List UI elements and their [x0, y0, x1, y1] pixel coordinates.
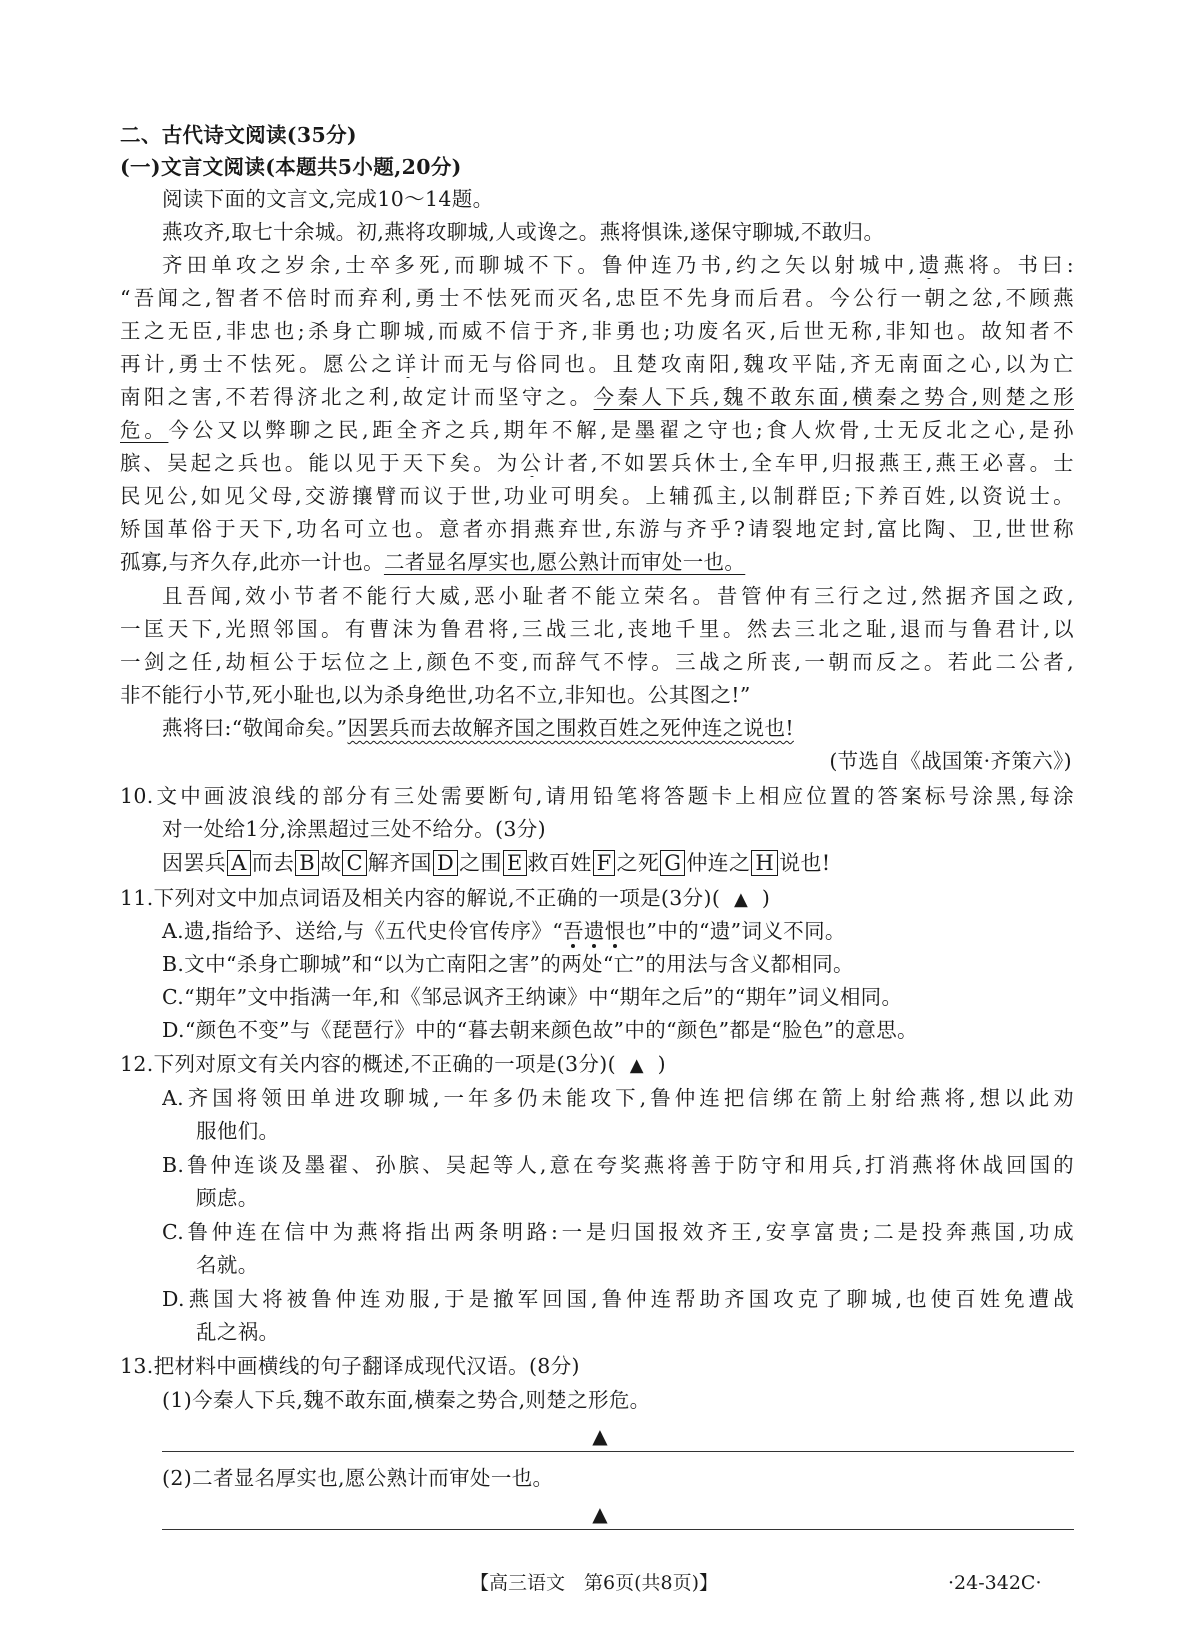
answer-box-g[interactable]: G	[660, 850, 685, 876]
page-footer: 【高三语文 第6页(共8页)】	[470, 1572, 719, 1594]
passage-line: 一剑之任,劫桓公于坛位之上,颜色不变,而辞气不悖。三战之所丧,一朝而反之。若此二公者,	[120, 650, 1074, 674]
dotted-word: 吾	[563, 919, 584, 943]
dotted-word: 恨	[604, 919, 626, 943]
answer-line[interactable]	[162, 1451, 1074, 1452]
q11-option-d[interactable]: D.“颜色不变”与《琵琶行》中的“暮去朝来颜色故”中的“颜色”都是“脸色”的意思。	[162, 1018, 918, 1042]
q13-stem: 13.把材料中画横线的句子翻译成现代汉语。(8分)	[120, 1354, 580, 1378]
q12-option-c[interactable]: C.鲁仲连在信中为燕将指出两条明路:一是归国报效齐王,安享富贵;二是投奔燕国,功成	[162, 1220, 1074, 1244]
q12-option-d[interactable]: D.燕国大将被鲁仲连劝服,于是撤军回国,鲁仲连帮助齐国攻克了聊城,也使百姓免遭战	[162, 1287, 1074, 1311]
passage-p1: 燕攻齐,取七十余城。初,燕将攻聊城,人或谗之。燕将惧诛,遂保守聊城,不敢归。	[162, 220, 885, 244]
answer-box-h[interactable]: H	[751, 850, 778, 876]
passage-line: 民见公,如见父母,交游攘臂而议于世,功业可明矣。上辅孤主,以制群臣;下养百姓,以资说士。	[120, 484, 1074, 508]
passage-line: 孤寡,与齐久存,此亦一计也。二者显名厚实也,愿公熟计而审处一也。	[120, 550, 746, 574]
q12-option-b[interactable]: B.鲁仲连谈及墨翟、孙膑、吴起等人,意在夸奖燕将善于防守和用兵,打消燕将休战回国的	[162, 1153, 1074, 1177]
passage-line: 燕将曰:“敬闻命矣。”因罢兵而去故解齐国之围救百姓之死仲连之说也!	[162, 716, 794, 740]
triangle-marker-icon: ▲	[733, 889, 749, 910]
answer-box-a[interactable]: A	[227, 850, 251, 876]
passage-line: 王之无臣,非忠也;杀身亡聊城,而威不信于齐,非勇也;功废名灭,后世无称,非知也。故知者不	[120, 319, 1074, 343]
wavy-line-text: 因罢兵而去故解齐国之围救百姓之死仲连之说也!	[347, 716, 794, 740]
q11-option-b[interactable]: B.文中“杀身亡聊城”和“以为亡南阳之害”的两处“亡”的用法与含义都相同。	[162, 952, 854, 976]
passage-line: 非不能行小节,死小耻也,以为杀身绝世,功名不立,非知也。公其图之!”	[120, 683, 751, 707]
answer-line[interactable]	[162, 1529, 1074, 1530]
q13-sentence-1: (1)今秦人下兵,魏不敢东面,横秦之势合,则楚之形危。	[162, 1388, 651, 1412]
q12-option-a[interactable]: A.齐国将领田单进攻聊城,一年多仍未能攻下,鲁仲连把信绑在箭上射给燕将,想以此劝	[162, 1086, 1074, 1110]
passage-line: 再计,勇士不怯死。愿公之详计而无与俗同也。且楚攻南阳,魏攻平陆,齐无南面之心,以为亡	[120, 352, 1074, 376]
source-citation: (节选自《战国策·齐策六》)	[829, 749, 1072, 773]
underlined-sentence-1: 今秦人下兵,魏不敢东面,横秦之势合,则楚之形	[593, 385, 1074, 409]
paper-code: ·24-342C·	[948, 1572, 1042, 1594]
q11-option-c[interactable]: C.“期年”文中指满一年,和《邹忌讽齐王纳谏》中“期年之后”的“期年”词义相同。	[162, 985, 903, 1009]
passage-line: 矫国革俗于天下,功名可立也。意者亦捐燕弃世,东游与齐乎?请裂地定封,富比陶、卫,世世称	[120, 517, 1074, 541]
q12-stem: 12.下列对原文有关内容的概述,不正确的一项是(3分)( ▲ )	[120, 1050, 666, 1080]
answer-marker-icon: ▲	[592, 1502, 608, 1526]
passage-line: 齐田单攻之岁余,士卒多死,而聊城不下。鲁仲连乃书,约之矢以射城中,遗燕将。书曰:	[162, 253, 1074, 277]
answer-box-e[interactable]: E	[503, 850, 527, 876]
q11-option-a[interactable]: A.遗,指给予、送给,与《五代史伶官传序》“吾遗恨也”中的“遗”词义不同。	[162, 919, 846, 943]
passage-line: 南阳之害,不若得济北之利,故定计而坚守之。今秦人下兵,魏不敢东面,横秦之势合,则楚之形	[120, 385, 1074, 409]
dotted-word: 遗	[915, 253, 944, 277]
passage-line: “吾闻之,智者不倍时而弃利,勇士不怯死而灭名,忠臣不先身而后君。今公行一朝之忿,不顾燕	[120, 286, 1074, 310]
answer-box-d[interactable]: D	[433, 850, 458, 876]
q10-stem-cont: 对一处给1分,涂黑超过三处不给分。(3分)	[162, 817, 546, 841]
answer-box-f[interactable]: F	[593, 850, 616, 876]
q10-stem: 10.文中画波浪线的部分有三处需要断句,请用铅笔将答题卡上相应位置的答案标号涂黑,每涂	[120, 784, 1074, 808]
q10-segmented-sentence: 因罢兵 A 而去 B 故 C 解齐国 D 之围 E 救百姓 F 之死 G 仲连之 H 说也!	[162, 851, 831, 875]
passage-line: 且吾闻,效小节者不能行大威,恶小耻者不能立荣名。昔管仲有三行之过,然据齐国之政,	[162, 584, 1074, 608]
q11-stem: 11.下列对文中加点词语及相关内容的解说,不正确的一项是(3分)( ▲ )	[120, 884, 770, 914]
underlined-sentence-1-end: 危。	[120, 418, 169, 442]
answer-box-b[interactable]: B	[295, 850, 319, 876]
passage-line: 危。今公又以弊聊之民,距全齐之兵,期年不解,是墨翟之守也;食人炊骨,士无反北之心,是孙	[120, 418, 1074, 442]
answer-box-c[interactable]: C	[342, 850, 366, 876]
dotted-word: 遗	[583, 919, 605, 943]
q12-option-b-cont: 顾虑。	[196, 1186, 259, 1210]
underlined-sentence-2: 二者显名厚实也,愿公熟计而审处一也。	[383, 550, 746, 574]
q12-option-c-cont: 名就。	[196, 1253, 259, 1277]
dotted-word: 详	[395, 352, 420, 376]
q12-option-d-cont: 乱之祸。	[196, 1320, 280, 1344]
answer-marker-icon: ▲	[592, 1424, 608, 1448]
q13-sentence-2: (2)二者显名厚实也,愿公熟计而审处一也。	[162, 1466, 554, 1490]
section-title: 二、古代诗文阅读(35分)	[120, 123, 357, 147]
q12-option-a-cont: 服他们。	[196, 1119, 280, 1143]
passage-line: 膑、吴起之兵也。能以见于天下矣。为公计者,不如罢兵休士,全车甲,归报燕王,燕王必喜。士	[120, 451, 1074, 475]
dotted-word: 公	[520, 451, 544, 475]
passage-line: 一匡天下,光照邻国。有曹沫为鲁君将,三战三北,丧地千里。然去三北之耻,退而与鲁君计,以	[120, 617, 1074, 641]
instruction: 阅读下面的文言文,完成10～14题。	[162, 187, 494, 211]
subsection-title: (一)文言文阅读(本题共5小题,20分)	[120, 155, 462, 179]
triangle-marker-icon: ▲	[629, 1055, 644, 1076]
